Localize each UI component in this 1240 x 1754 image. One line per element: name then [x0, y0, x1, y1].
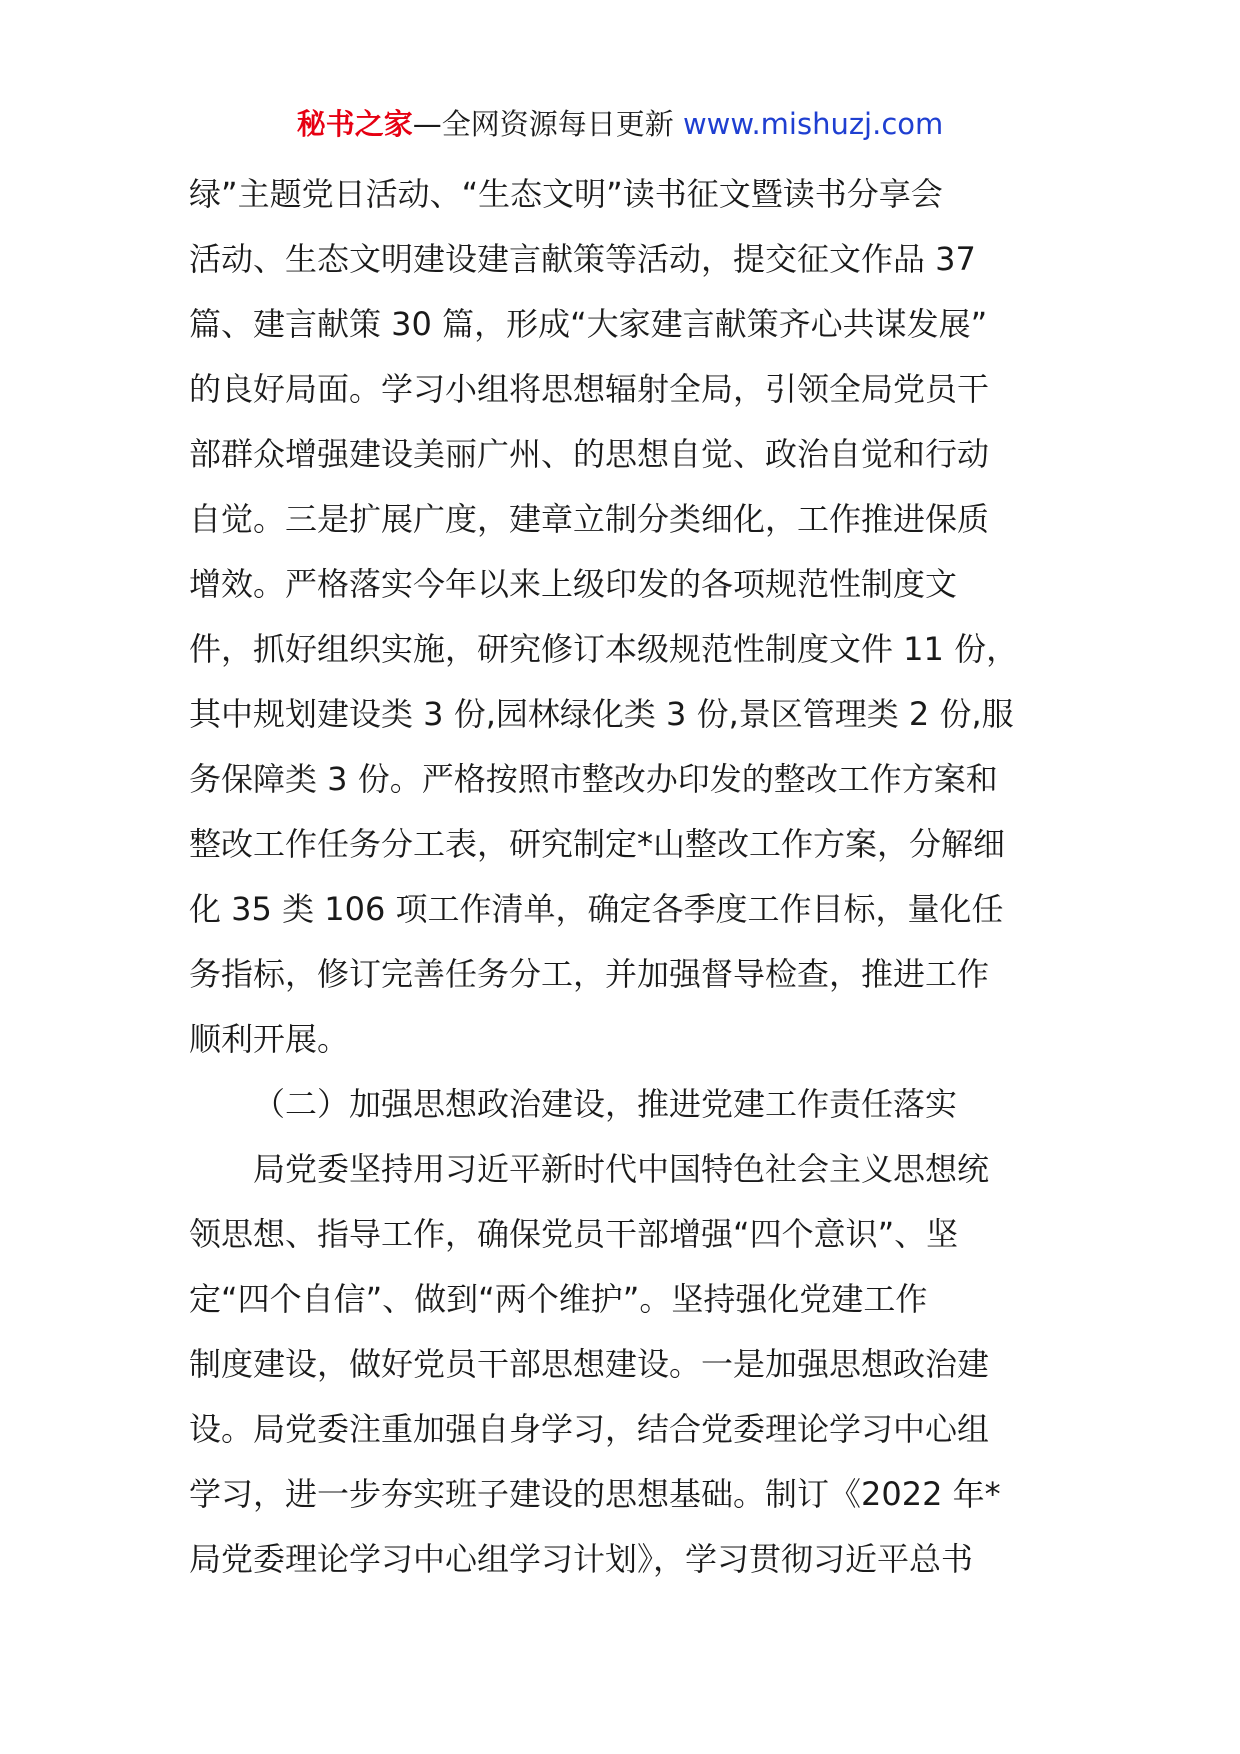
brand-name: 秘书之家	[296, 107, 413, 141]
site-url-link[interactable]: www.mishuzj.com	[682, 107, 944, 141]
text-line: 局党委理论学习中心组学习计划》，学习贯彻习近平总书	[189, 1540, 974, 1578]
text-line: 绿”主题党日活动、“生态文明”读书征文暨读书分享会	[189, 175, 943, 213]
text-line: 部群众增强建设美丽广州、的思想自觉、政治自觉和行动	[189, 435, 990, 473]
text-line: 定“四个自信”、做到“两个维护”。坚持强化党建工作	[189, 1280, 928, 1318]
text-line: 活动、生态文明建设建言献策等活动，提交征文作品 37	[189, 240, 976, 278]
text-line: 务保障类 3 份。严格按照市整改办印发的整改工作方案和	[189, 760, 998, 798]
text-line: 化 35 类 106 项工作清单，确定各季度工作目标，量化任	[189, 890, 1004, 928]
document-body	[189, 162, 1061, 1592]
text-line: 学习，进一步夯实班子建设的思想基础。制订《2022 年*	[189, 1475, 1001, 1513]
text-line: 设。局党委注重加强自身学习，结合党委理论学习中心组	[189, 1410, 990, 1448]
page-header	[0, 104, 1240, 144]
header-tagline: —全网资源每日更新	[412, 107, 674, 141]
text-line: 篇、建言献策 30 篇，形成“大家建言献策齐心共谋发展”	[189, 305, 988, 343]
text-line: 整改工作任务分工表，研究制定*山整改工作方案，分解细	[189, 825, 1006, 863]
text-line: 增效。严格落实今年以来上级印发的各项规范性制度文	[189, 565, 958, 603]
text-line: 其中规划建设类 3 份,园林绿化类 3 份,景区管理类 2 份,服	[189, 695, 1014, 733]
section-heading: （二）加强思想政治建设，推进党建工作责任落实	[253, 1085, 958, 1123]
text-line: 务指标，修订完善任务分工，并加强督导检查，推进工作	[189, 955, 990, 993]
text-line: 领思想、指导工作，确保党员干部增强“四个意识”、坚	[189, 1215, 959, 1253]
text-line: 的良好局面。学习小组将思想辐射全局，引领全局党员干	[189, 370, 990, 408]
text-line: 局党委坚持用习近平新时代中国特色社会主义思想统	[253, 1150, 990, 1188]
text-line: 制度建设，做好党员干部思想建设。一是加强思想政治建	[189, 1345, 990, 1383]
text-line: 顺利开展。	[189, 1020, 350, 1058]
text-line: 件，抓好组织实施，研究修订本级规范性制度文件 11 份，	[189, 630, 1019, 668]
text-line: 自觉。三是扩展广度，建章立制分类细化，工作推进保质	[189, 500, 990, 538]
